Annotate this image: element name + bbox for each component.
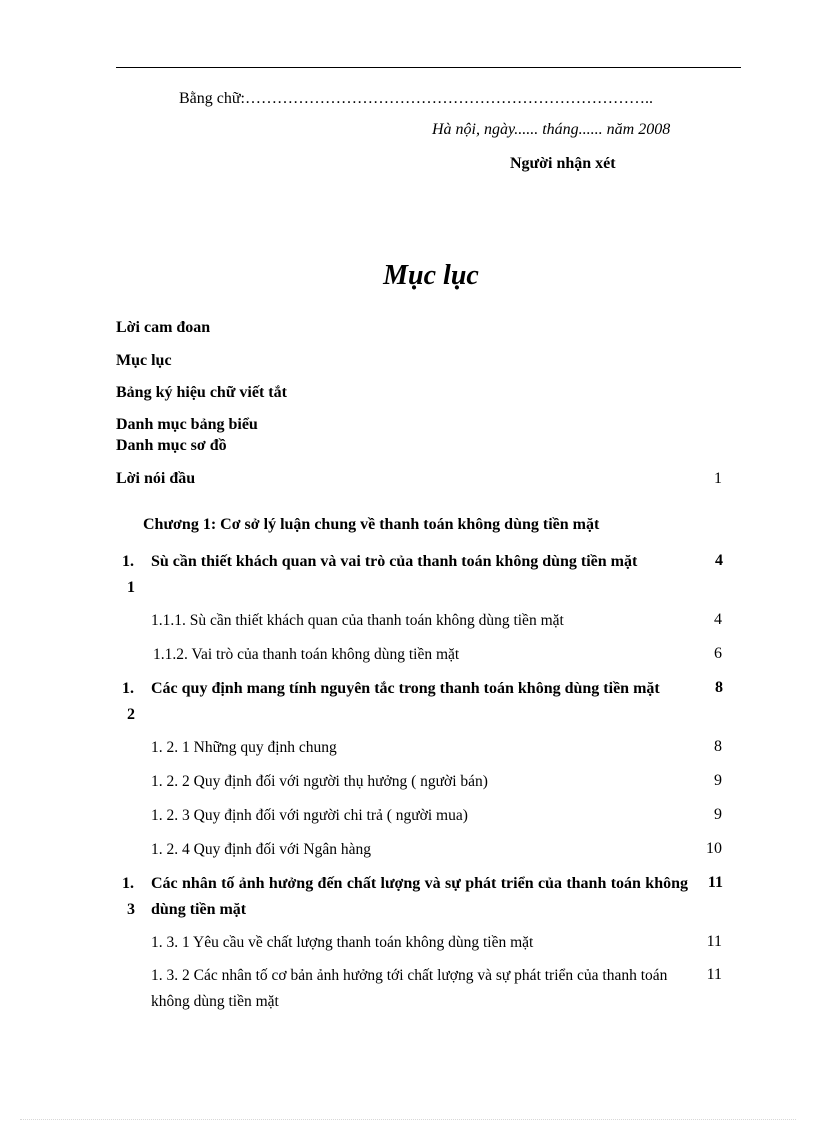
- section-number: 1. 1: [122, 553, 135, 596]
- section-title: Các nhân tố ảnh hưởng đến chất lượng và sự phát triển của thanh toán không dùng tiền mặt: [151, 875, 688, 918]
- subsection-page: 4: [714, 611, 722, 628]
- amount-in-words-line: Bằng chữ:…………………………………………………………………..: [179, 90, 653, 107]
- section-number: 1. 3: [122, 875, 135, 918]
- subsection-title: 1. 2. 2 Quy định đối với người thụ hưởng ( người bán): [151, 773, 488, 790]
- top-rule: [116, 67, 741, 68]
- section-number: 1. 2: [122, 680, 135, 723]
- subsection-page: 11: [706, 933, 722, 950]
- chapter-1-title: Chương 1: Cơ sở lý luận chung về thanh toán không dùng tiền mặt: [143, 516, 600, 533]
- section-page: 11: [707, 874, 723, 891]
- toc-front-item: Mục lục: [116, 352, 172, 369]
- subsection-page: 11: [706, 966, 722, 983]
- preface-page: 1: [714, 470, 722, 487]
- subsection-page: 10: [706, 840, 722, 857]
- reviewer-label: Người nhận xét: [510, 155, 616, 172]
- subsection-page: 8: [714, 738, 722, 755]
- toc-front-item: Danh mục bảng biểu: [116, 416, 258, 433]
- subsection-title: 1. 2. 1 Những quy định chung: [151, 739, 337, 756]
- subsection-page: 9: [714, 772, 722, 789]
- subsection-title: 1. 3. 1 Yêu cầu về chất lượng thanh toán không dùng tiền mặt: [151, 934, 534, 951]
- subsection-title: 1.1.2. Vai trò của thanh toán không dùng tiền mặt: [153, 646, 460, 663]
- subsection-title: 1.1.1. Sù cần thiết khách quan của thanh toán không dùng tiền mặt: [151, 612, 564, 629]
- subsection-title: 1. 2. 4 Quy định đối với Ngân hàng: [151, 841, 372, 858]
- toc-front-item: Lời cam đoan: [116, 319, 211, 336]
- toc-front-item: Danh mục sơ đồ: [116, 437, 227, 454]
- section-title: Sù cần thiết khách quan và vai trò của thanh toán không dùng tiền mặt: [151, 553, 638, 570]
- page-bottom-divider: [20, 1119, 796, 1120]
- section-title: Các quy định mang tính nguyên tắc trong thanh toán không dùng tiền mặt: [151, 680, 660, 697]
- subsection-title: 1. 2. 3 Quy định đối với người chi trả ( người mua): [151, 807, 468, 824]
- toc-title: Mục lục: [383, 260, 479, 291]
- section-page: 4: [715, 552, 723, 569]
- subsection-page: 6: [714, 645, 722, 662]
- toc-front-item: Bảng ký hiệu chữ viết tắt: [116, 384, 287, 401]
- section-page: 8: [715, 679, 723, 696]
- subsection-page: 9: [714, 806, 722, 823]
- preface-entry: Lời nói đầu: [116, 470, 196, 487]
- subsection-title: 1. 3. 2 Các nhân tố cơ bản ảnh hưởng tới chất lượng và sự phát triển của thanh toán không dùng tiền mặt: [151, 967, 668, 1010]
- date-line: Hà nội, ngày...... tháng...... năm 2008: [432, 121, 671, 138]
